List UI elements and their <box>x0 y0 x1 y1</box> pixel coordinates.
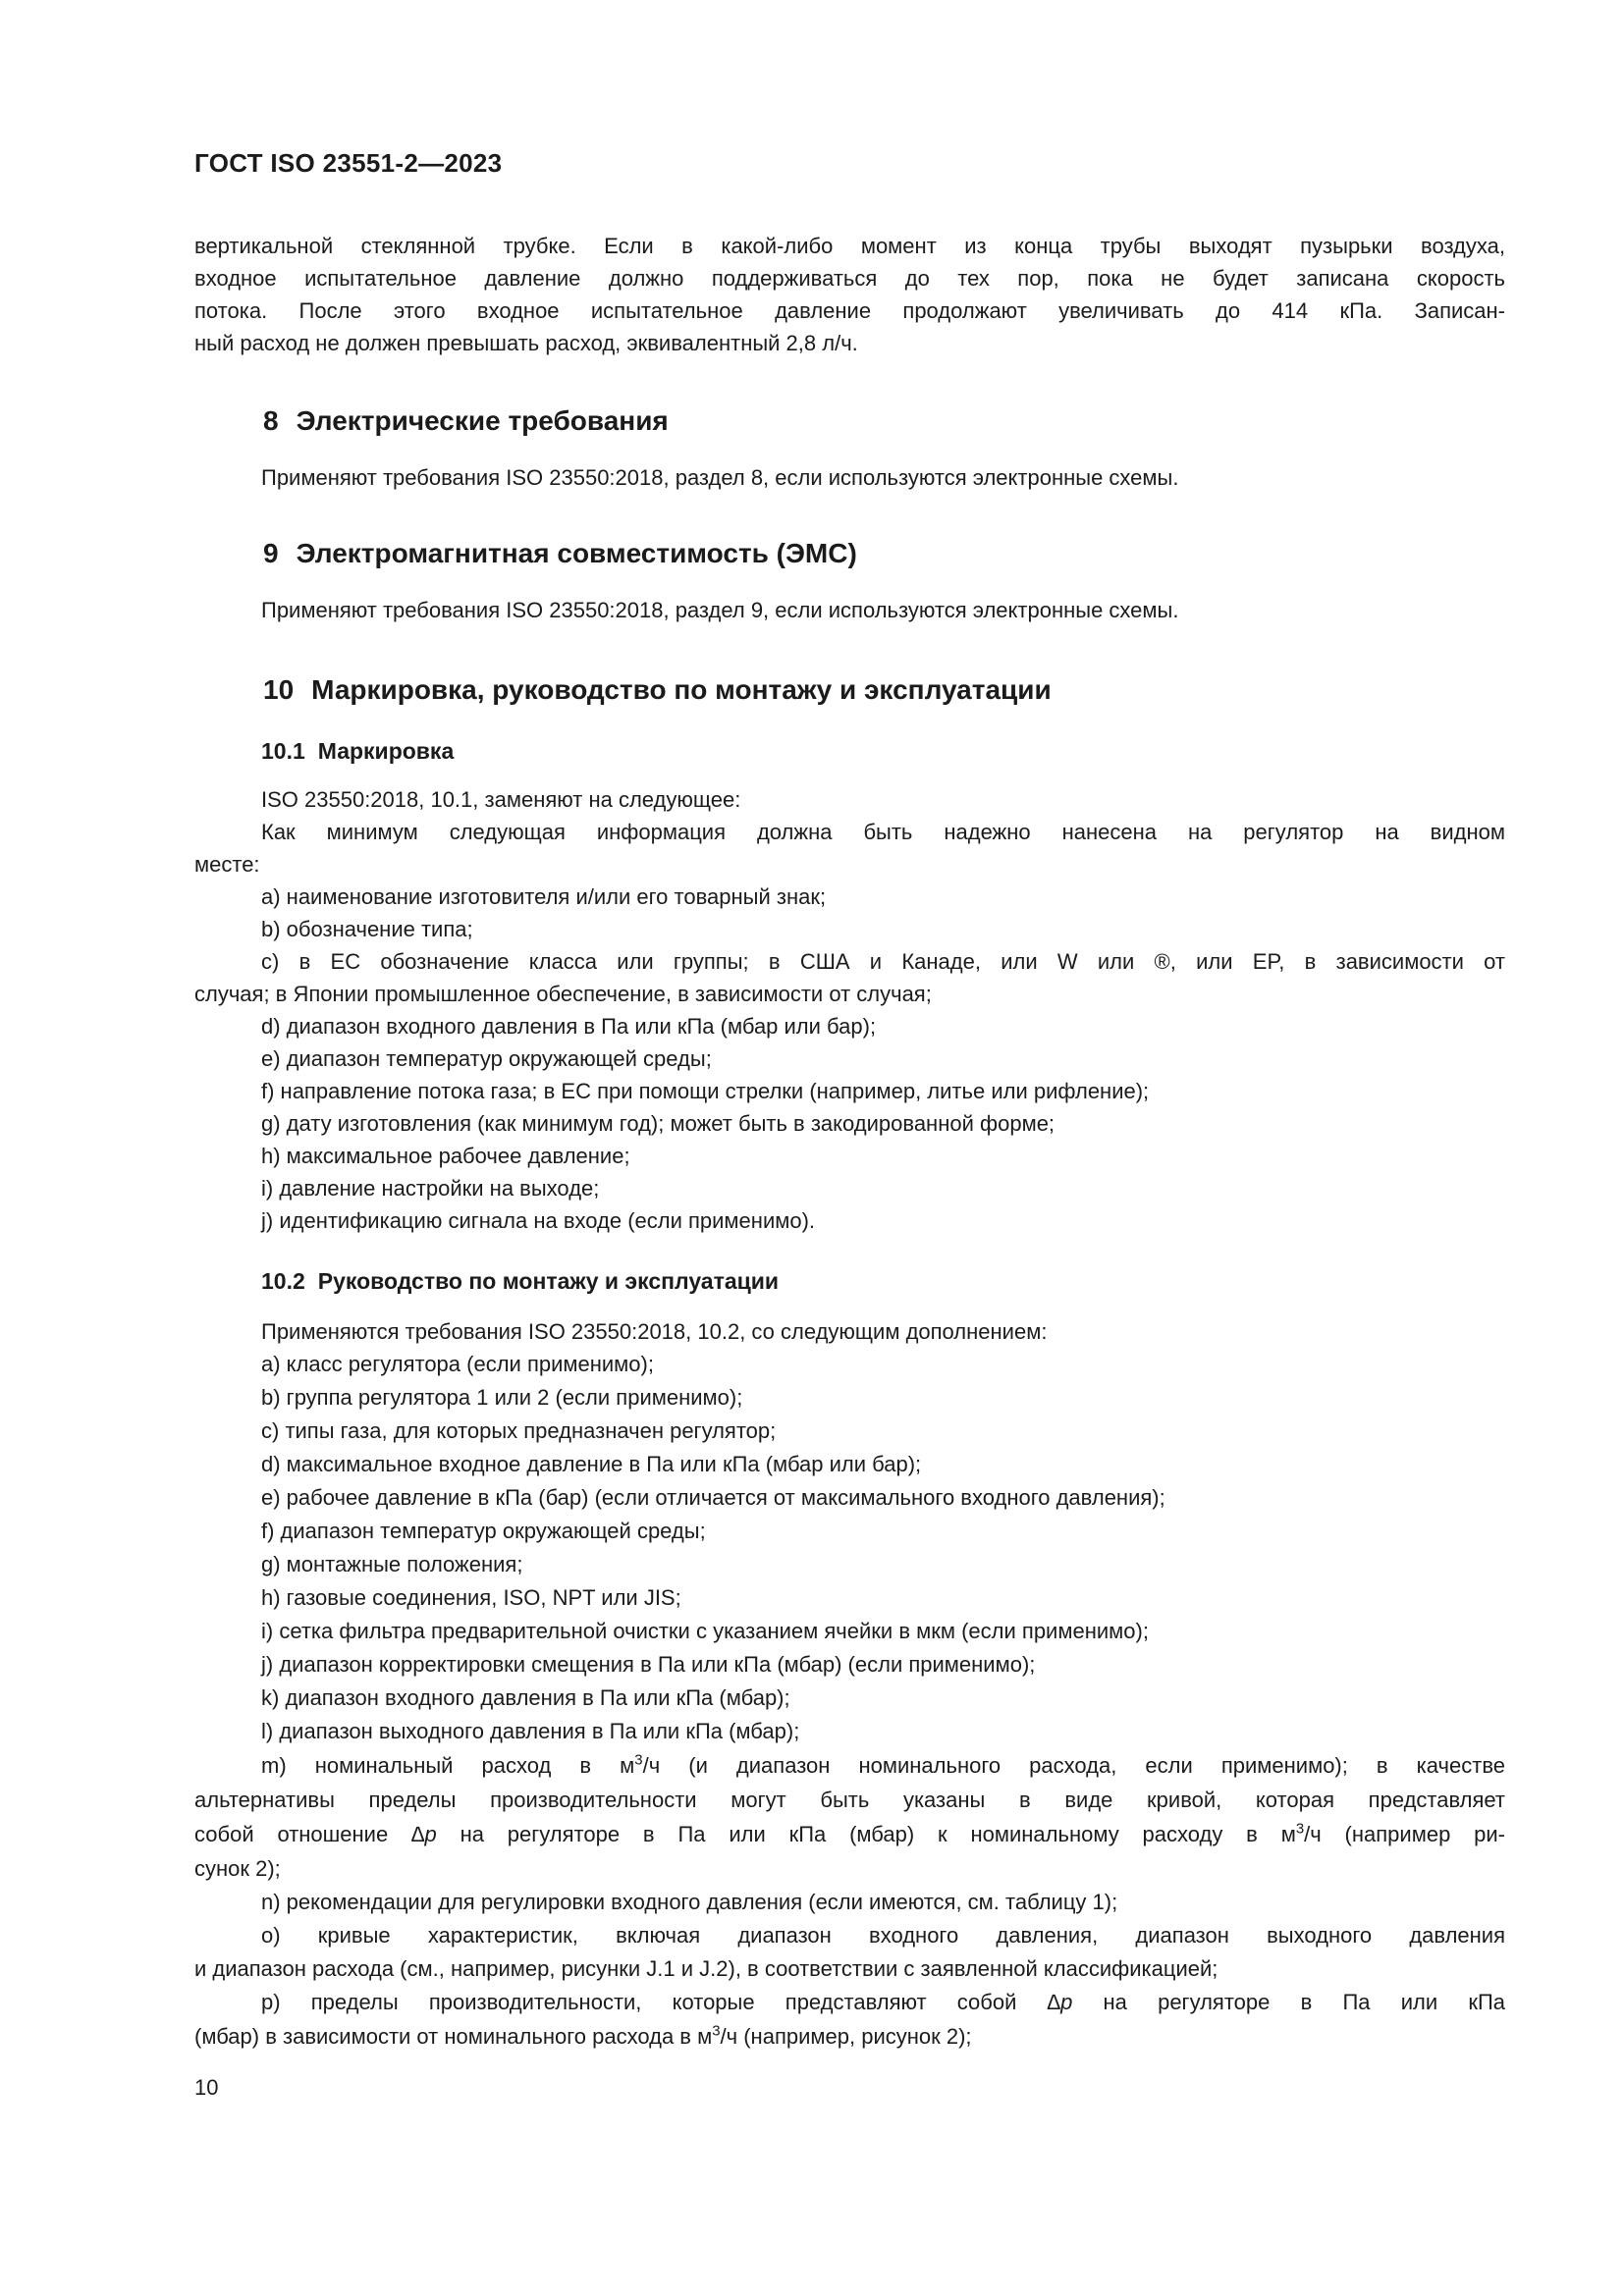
text-line: собой отношение ∆p на регуляторе в Па или кПа (мбар) к номинальному расходу в $м^3/ч$ (например ри- <box>194 1820 1505 1846</box>
list-item <box>194 913 1505 945</box>
text-line: e) диапазон температур окружающей среды; <box>261 1046 712 1071</box>
section-9-heading <box>194 535 1505 572</box>
text-line: k) диапазон входного давления в Па или кПа (мбар); <box>261 1685 790 1710</box>
subsection-10-1-paragraph-2 <box>194 816 1505 881</box>
text-line: f) направление потока газа; в ЕС при помощи стрелки (например, литье или рифление); <box>261 1079 1150 1103</box>
text-line: j) диапазон корректировки смещения в Па или кПа (мбар) (если применимо); <box>261 1652 1036 1677</box>
running-header-doc-code: ГОСТ ISO 23551-2—2023 <box>194 148 503 178</box>
subsection-10-2-paragraph-1 <box>194 1315 1505 1348</box>
text-line: o) кривые характеристик, включая диапазон входного давления, диапазон выходного давления <box>261 1923 1505 1948</box>
section-8-heading <box>194 402 1505 440</box>
list-item <box>194 1172 1505 1204</box>
text-line: f) диапазон температур окружающей среды; <box>261 1519 706 1543</box>
text-line: потока. После этого входное испытательное давление продолжают увеличивать до 414 кПа. Записан- <box>194 298 1505 323</box>
text-line: i) сетка фильтра предварительной очистки с указанием ячейки в мкм (если применимо); <box>261 1619 1149 1643</box>
list-item <box>194 1548 1505 1581</box>
instructions-list <box>194 1348 1505 2055</box>
subsection-10-2-heading <box>194 1266 1505 1296</box>
text-line: входное испытательное давление должно поддерживаться до тех пор, пока не будет записана скорость <box>194 266 1505 291</box>
text-line: вертикальной стеклянной трубке. Если в какой-либо момент из конца трубы выходят пузырьки воздуха, <box>194 234 1505 258</box>
text-line: g) монтажные положения; <box>261 1552 523 1576</box>
list-item <box>194 1010 1505 1042</box>
list-item <box>194 1107 1505 1140</box>
text-line: d) диапазон входного давления в Па или кПа (мбар или бар); <box>261 1014 877 1039</box>
list-item <box>194 1919 1505 1986</box>
marking-list <box>194 881 1505 1237</box>
list-item <box>194 1682 1505 1715</box>
text-line: c) в ЕС обозначение класса или группы; в США и Канаде, или W или ®, или EP, в зависимости от <box>261 949 1505 974</box>
text-line: Применяются требования ISO 23550:2018, 10.2, со следующим дополнением: <box>261 1319 1048 1344</box>
list-item <box>194 1581 1505 1615</box>
text-line: p) пределы производительности, которые представляют собой ∆p на регуляторе в Па или кПа <box>261 1990 1505 2014</box>
list-item <box>194 1042 1505 1075</box>
text-line: Как минимум следующая информация должна быть надежно нанесена на регулятор на видном <box>261 820 1505 844</box>
list-item <box>194 1140 1505 1172</box>
list-item <box>194 1515 1505 1548</box>
section-10-heading <box>194 671 1505 709</box>
list-item <box>194 1415 1505 1448</box>
list-item <box>194 1715 1505 1748</box>
list-item <box>194 1615 1505 1648</box>
text-line: j) идентификацию сигнала на входе (если применимо). <box>261 1208 816 1233</box>
text-line: месте: <box>194 852 260 877</box>
section-title: Электрические требования <box>296 405 669 436</box>
list-item <box>194 1381 1505 1415</box>
text-line: d) максимальное входное давление в Па или кПа (мбар или бар); <box>261 1452 922 1476</box>
text-line: (мбар) в зависимости от номинального расхода в $м^3/ч$ (например, рисунок 2); <box>194 2022 972 2049</box>
text-line: c) типы газа, для которых предназначен регулятор; <box>261 1418 777 1443</box>
list-item <box>194 881 1505 913</box>
section-title: Маркировка, руководство по монтажу и эксплуатации <box>311 674 1052 705</box>
text-line: a) класс регулятора (если применимо); <box>261 1352 654 1376</box>
list-item <box>194 1448 1505 1481</box>
text-line: g) дату изготовления (как минимум год); может быть в закодированной форме; <box>261 1111 1056 1136</box>
text-line: b) обозначение типа; <box>261 917 473 941</box>
subsection-number: 10.1 <box>261 738 305 764</box>
text-line: e) рабочее давление в кПа (бар) (если отличается от максимального входного давления); <box>261 1485 1165 1510</box>
text-line: Применяют требования ISO 23550:2018, раздел 9, если используются электронные схемы. <box>261 598 1179 622</box>
list-item <box>194 1748 1505 1886</box>
subsection-10-1-heading <box>194 736 1505 766</box>
text-line: ISO 23550:2018, 10.1, заменяют на следующее: <box>261 787 741 812</box>
text-line: b) группа регулятора 1 или 2 (если применимо); <box>261 1385 743 1410</box>
text-line: a) наименование изготовителя и/или его товарный знак; <box>261 884 827 909</box>
text-line: i) давление настройки на выходе; <box>261 1176 600 1201</box>
section-9-paragraph <box>194 594 1505 626</box>
text-line: ный расход не должен превышать расход, эквивалентный 2,8 л/ч. <box>194 331 858 355</box>
text-line: случая; в Японии промышленное обеспечение, в зависимости от случая; <box>194 982 932 1006</box>
list-item <box>194 1648 1505 1682</box>
list-item <box>194 1348 1505 1381</box>
text-line: n) рекомендации для регулировки входного давления (если имеются, см. таблицу 1); <box>261 1890 1118 1914</box>
section-number: 10 <box>263 674 295 705</box>
subsection-number: 10.2 <box>261 1268 305 1294</box>
section-number: 9 <box>263 538 279 568</box>
page-content <box>194 147 1505 2055</box>
section-8-paragraph <box>194 461 1505 494</box>
text-line: l) диапазон выходного давления в Па или кПа (мбар); <box>261 1719 800 1743</box>
section-title: Электромагнитная совместимость (ЭМС) <box>296 538 857 568</box>
subsection-10-1-paragraph-1 <box>194 783 1505 816</box>
list-item <box>194 1886 1505 1919</box>
text-line: h) газовые соединения, ISO, NPT или JIS; <box>261 1585 681 1610</box>
list-item <box>194 945 1505 1010</box>
text-line: альтернативы пределы производительности могут быть указаны в виде кривой, которая представляет <box>194 1788 1505 1812</box>
text-line: h) максимальное рабочее давление; <box>261 1144 630 1168</box>
list-item <box>194 1075 1505 1107</box>
list-item <box>194 1204 1505 1237</box>
intro-paragraph <box>194 230 1505 359</box>
section-number: 8 <box>263 405 279 436</box>
page-number: 10 <box>194 2075 219 2100</box>
text-line: m) номинальный расход в $м^3/ч$ (и диапазон номинального расхода, если применимо); в качестве <box>261 1751 1505 1778</box>
list-item <box>194 1986 1505 2055</box>
text-line: и диапазон расхода (см., например, рисунки J.1 и J.2), в соответствии с заявленной классификацией; <box>194 1956 1218 1981</box>
list-item <box>194 1481 1505 1515</box>
text-line: Применяют требования ISO 23550:2018, раздел 8, если используются электронные схемы. <box>261 465 1179 490</box>
subsection-title: Руководство по монтажу и эксплуатации <box>317 1268 780 1294</box>
text-line: сунок 2); <box>194 1856 281 1881</box>
subsection-title: Маркировка <box>317 738 455 764</box>
